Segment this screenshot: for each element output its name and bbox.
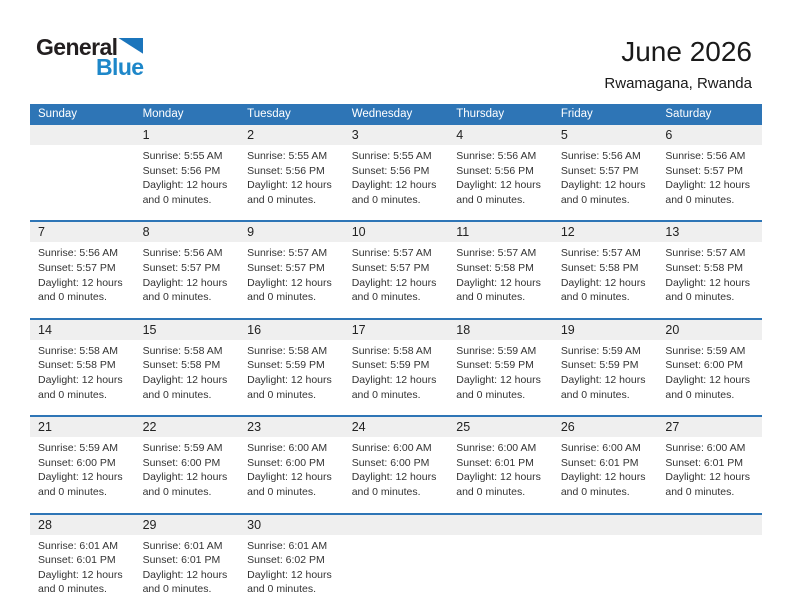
day-details: [657, 242, 762, 317]
day-cell: [553, 319, 658, 416]
day-number: 23: [239, 417, 344, 437]
sunrise-text: Sunrise: 5:56 AM: [665, 150, 746, 162]
day-cell: [553, 416, 658, 513]
daylight-text: Daylight: 12 hours and 0 minutes.: [351, 276, 437, 304]
day-number: 22: [135, 417, 240, 437]
day-details: [135, 340, 240, 415]
empty-day-cell: [657, 514, 762, 610]
day-cell: [30, 416, 135, 513]
day-number: 28: [30, 515, 135, 535]
daylight-text: Daylight: 12 hours and 0 minutes.: [247, 179, 332, 206]
sunset-text: Sunset: 5:57 PM: [560, 164, 639, 177]
day-cell: [239, 319, 344, 416]
day-cell: [135, 221, 240, 318]
daylight-text: Daylight: 12 hours and 0 minutes.: [351, 373, 437, 401]
weekday-header-saturday: Saturday: [657, 104, 762, 125]
weekday-header-sunday: Sunday: [30, 104, 135, 125]
day-cell: [135, 416, 240, 513]
day-details: [239, 340, 344, 415]
daylight-text: Daylight: 12 hours and 0 minutes.: [560, 471, 646, 498]
sunrise-text: Sunrise: 6:00 AM: [560, 442, 641, 455]
day-details: [135, 437, 240, 512]
daylight-text: Daylight: 12 hours and 0 minutes.: [38, 568, 123, 596]
sunrise-text: Sunrise: 6:01 AM: [142, 539, 223, 552]
daylight-text: Daylight: 12 hours and 0 minutes.: [665, 276, 751, 304]
day-details: [135, 242, 240, 317]
empty-day-cell: [344, 514, 449, 610]
daylight-text: Daylight: 12 hours and 0 minutes.: [247, 471, 332, 498]
daylight-text: Daylight: 12 hours and 0 minutes.: [456, 276, 541, 304]
day-number: 13: [657, 222, 762, 242]
daylight-text: Daylight: 12 hours and 0 minutes.: [351, 179, 437, 206]
sunset-text: Sunset: 5:59 PM: [456, 359, 534, 372]
day-cell: [135, 319, 240, 416]
day-details: [30, 437, 135, 512]
sunrise-text: Sunrise: 6:00 AM: [351, 442, 432, 455]
sunrise-text: Sunrise: 5:59 AM: [665, 344, 746, 357]
day-number: 25: [448, 417, 553, 437]
day-details: [135, 145, 240, 220]
day-details: [239, 242, 344, 317]
day-cell: [30, 221, 135, 318]
sunrise-text: Sunrise: 5:57 AM: [560, 247, 641, 260]
sunset-text: Sunset: 5:59 PM: [247, 359, 325, 372]
weekday-header-friday: Friday: [553, 104, 658, 125]
day-details: [344, 437, 449, 512]
sunrise-text: Sunrise: 6:00 AM: [665, 442, 746, 455]
day-details: [239, 145, 344, 220]
weekday-header-wednesday: Wednesday: [344, 104, 449, 125]
day-details: [30, 242, 135, 317]
sunset-text: Sunset: 5:59 PM: [351, 359, 430, 372]
location-subtitle: Rwamagana, Rwanda: [604, 75, 752, 92]
empty-day-cell: [30, 125, 135, 221]
day-cell: [657, 125, 762, 221]
day-details: [135, 535, 240, 610]
sunset-text: Sunset: 6:00 PM: [351, 456, 430, 469]
calendar-body: [30, 125, 762, 610]
day-cell: [30, 319, 135, 416]
week-row: [30, 514, 762, 610]
daylight-text: Daylight: 12 hours and 0 minutes.: [247, 568, 332, 596]
sunrise-text: Sunrise: 5:58 AM: [351, 344, 432, 357]
sunrise-text: Sunrise: 6:00 AM: [456, 442, 537, 455]
day-number: [448, 515, 553, 535]
weekday-header-thursday: Thursday: [448, 104, 553, 125]
daylight-text: Daylight: 12 hours and 0 minutes.: [456, 179, 541, 206]
day-number: [657, 515, 762, 535]
day-details: [30, 535, 135, 610]
weekday-header-row: [30, 104, 762, 125]
weekday-header-tuesday: Tuesday: [239, 104, 344, 125]
daylight-text: Daylight: 12 hours and 0 minutes.: [665, 373, 751, 401]
week-row: [30, 319, 762, 416]
day-number: 17: [344, 320, 449, 340]
sunset-text: Sunset: 5:56 PM: [142, 164, 221, 177]
logo-triangle-icon: [118, 38, 143, 54]
day-cell: [239, 221, 344, 318]
daylight-text: Daylight: 12 hours and 0 minutes.: [142, 471, 228, 498]
sunset-text: Sunset: 6:01 PM: [456, 456, 534, 469]
day-cell: [30, 514, 135, 610]
daylight-text: Daylight: 12 hours and 0 minutes.: [38, 373, 123, 401]
day-number: 8: [135, 222, 240, 242]
calendar-table: [30, 104, 762, 610]
daylight-text: Daylight: 12 hours and 0 minutes.: [247, 373, 332, 401]
day-details: [344, 535, 449, 594]
sunset-text: Sunset: 5:58 PM: [456, 261, 534, 274]
title-block: [604, 36, 752, 92]
logo-text-blue: Blue: [96, 54, 144, 80]
day-details: [553, 437, 658, 512]
sunrise-text: Sunrise: 5:59 AM: [38, 442, 118, 455]
day-number: 1: [135, 125, 240, 145]
day-details: [448, 340, 553, 415]
sunset-text: Sunset: 6:00 PM: [247, 456, 325, 469]
sunset-text: Sunset: 6:01 PM: [38, 554, 116, 567]
daylight-text: Daylight: 12 hours and 0 minutes.: [665, 179, 751, 206]
day-cell: [553, 221, 658, 318]
sunset-text: Sunset: 6:01 PM: [560, 456, 639, 469]
day-details: [448, 145, 553, 220]
sunrise-text: Sunrise: 5:55 AM: [351, 150, 432, 162]
sunset-text: Sunset: 6:01 PM: [142, 554, 221, 567]
daylight-text: Daylight: 12 hours and 0 minutes.: [456, 471, 541, 498]
day-cell: [239, 416, 344, 513]
day-cell: [448, 416, 553, 513]
daylight-text: Daylight: 12 hours and 0 minutes.: [560, 276, 646, 304]
daylight-text: Daylight: 12 hours and 0 minutes.: [142, 373, 228, 401]
day-cell: [448, 319, 553, 416]
day-number: 15: [135, 320, 240, 340]
sunrise-text: Sunrise: 5:59 AM: [560, 344, 641, 357]
day-cell: [657, 319, 762, 416]
empty-day-cell: [553, 514, 658, 610]
day-details: [344, 340, 449, 415]
daylight-text: Daylight: 12 hours and 0 minutes.: [38, 471, 123, 498]
daylight-text: Daylight: 12 hours and 0 minutes.: [142, 568, 228, 596]
day-details: [30, 340, 135, 415]
sunrise-text: Sunrise: 5:57 AM: [247, 247, 328, 260]
week-row: [30, 416, 762, 513]
daylight-text: Daylight: 12 hours and 0 minutes.: [38, 276, 123, 304]
sunset-text: Sunset: 5:58 PM: [38, 359, 116, 372]
sunrise-text: Sunrise: 6:00 AM: [247, 442, 328, 455]
day-number: 20: [657, 320, 762, 340]
sunset-text: Sunset: 6:00 PM: [38, 456, 116, 469]
day-details: [657, 145, 762, 220]
day-details: [553, 242, 658, 317]
day-number: 12: [553, 222, 658, 242]
sunrise-text: Sunrise: 5:56 AM: [560, 150, 641, 162]
day-number: 16: [239, 320, 344, 340]
weekday-header-monday: Monday: [135, 104, 240, 125]
day-details: [657, 437, 762, 512]
sunset-text: Sunset: 5:58 PM: [560, 261, 639, 274]
month-title: June 2026: [621, 36, 752, 67]
sunset-text: Sunset: 6:02 PM: [247, 554, 325, 567]
sunrise-text: Sunrise: 5:56 AM: [456, 150, 537, 162]
sunset-text: Sunset: 6:00 PM: [665, 359, 744, 372]
logo-text-general: General: [36, 34, 118, 60]
day-number: 30: [239, 515, 344, 535]
sunrise-text: Sunrise: 5:58 AM: [247, 344, 328, 357]
week-row: [30, 221, 762, 318]
day-cell: [657, 416, 762, 513]
week-row: [30, 125, 762, 221]
day-details: [344, 145, 449, 220]
day-number: 6: [657, 125, 762, 145]
day-number: 9: [239, 222, 344, 242]
day-number: [553, 515, 658, 535]
daylight-text: Daylight: 12 hours and 0 minutes.: [456, 373, 541, 401]
day-details: [553, 145, 658, 220]
sunrise-text: Sunrise: 6:01 AM: [38, 539, 118, 552]
day-number: 14: [30, 320, 135, 340]
day-number: 7: [30, 222, 135, 242]
sunset-text: Sunset: 5:57 PM: [351, 261, 430, 274]
sunrise-text: Sunrise: 5:56 AM: [142, 247, 223, 260]
daylight-text: Daylight: 12 hours and 0 minutes.: [142, 179, 228, 206]
sunrise-text: Sunrise: 5:58 AM: [142, 344, 223, 357]
generalblue-logo: [36, 36, 143, 79]
sunset-text: Sunset: 6:01 PM: [665, 456, 744, 469]
day-details: [553, 340, 658, 415]
day-number: 5: [553, 125, 658, 145]
day-number: 19: [553, 320, 658, 340]
day-cell: [344, 125, 449, 221]
daylight-text: Daylight: 12 hours and 0 minutes.: [351, 471, 437, 498]
sunset-text: Sunset: 5:59 PM: [560, 359, 639, 372]
daylight-text: Daylight: 12 hours and 0 minutes.: [142, 276, 228, 304]
sunset-text: Sunset: 5:56 PM: [456, 164, 534, 177]
day-number: [344, 515, 449, 535]
day-cell: [135, 514, 240, 610]
sunrise-text: Sunrise: 5:58 AM: [38, 344, 118, 357]
sunrise-text: Sunrise: 5:57 AM: [456, 247, 537, 260]
sunrise-text: Sunrise: 5:55 AM: [142, 150, 223, 162]
day-cell: [344, 319, 449, 416]
day-number: 3: [344, 125, 449, 145]
day-cell: [657, 221, 762, 318]
day-details: [448, 535, 553, 594]
page-header: [0, 0, 792, 104]
day-number: 27: [657, 417, 762, 437]
day-cell: [448, 221, 553, 318]
sunset-text: Sunset: 5:57 PM: [142, 261, 221, 274]
daylight-text: Daylight: 12 hours and 0 minutes.: [665, 471, 751, 498]
day-number: 10: [344, 222, 449, 242]
sunset-text: Sunset: 6:00 PM: [142, 456, 221, 469]
day-cell: [344, 416, 449, 513]
sunset-text: Sunset: 5:57 PM: [247, 261, 325, 274]
empty-day-cell: [448, 514, 553, 610]
day-details: [239, 535, 344, 610]
day-number: [30, 125, 135, 145]
day-number: 18: [448, 320, 553, 340]
day-details: [239, 437, 344, 512]
day-details: [30, 145, 135, 204]
sunset-text: Sunset: 5:58 PM: [665, 261, 744, 274]
day-number: 24: [344, 417, 449, 437]
sunset-text: Sunset: 5:56 PM: [351, 164, 430, 177]
day-details: [448, 437, 553, 512]
sunset-text: Sunset: 5:57 PM: [38, 261, 116, 274]
day-cell: [344, 221, 449, 318]
sunrise-text: Sunrise: 5:56 AM: [38, 247, 118, 260]
day-cell: [448, 125, 553, 221]
daylight-text: Daylight: 12 hours and 0 minutes.: [560, 373, 646, 401]
day-cell: [135, 125, 240, 221]
sunrise-text: Sunrise: 6:01 AM: [247, 539, 328, 552]
day-details: [553, 535, 658, 594]
day-number: 2: [239, 125, 344, 145]
day-number: 4: [448, 125, 553, 145]
day-cell: [553, 125, 658, 221]
sunrise-text: Sunrise: 5:59 AM: [142, 442, 223, 455]
day-details: [657, 340, 762, 415]
day-number: 21: [30, 417, 135, 437]
day-details: [657, 535, 762, 594]
daylight-text: Daylight: 12 hours and 0 minutes.: [247, 276, 332, 304]
sunrise-text: Sunrise: 5:57 AM: [665, 247, 746, 260]
sunset-text: Sunset: 5:58 PM: [142, 359, 221, 372]
sunset-text: Sunset: 5:56 PM: [247, 164, 325, 177]
day-details: [448, 242, 553, 317]
day-cell: [239, 514, 344, 610]
sunset-text: Sunset: 5:57 PM: [665, 164, 744, 177]
day-number: 11: [448, 222, 553, 242]
sunrise-text: Sunrise: 5:55 AM: [247, 150, 328, 162]
sunrise-text: Sunrise: 5:59 AM: [456, 344, 537, 357]
day-cell: [239, 125, 344, 221]
day-details: [344, 242, 449, 317]
day-number: 29: [135, 515, 240, 535]
daylight-text: Daylight: 12 hours and 0 minutes.: [560, 179, 646, 206]
day-number: 26: [553, 417, 658, 437]
sunrise-text: Sunrise: 5:57 AM: [351, 247, 432, 260]
